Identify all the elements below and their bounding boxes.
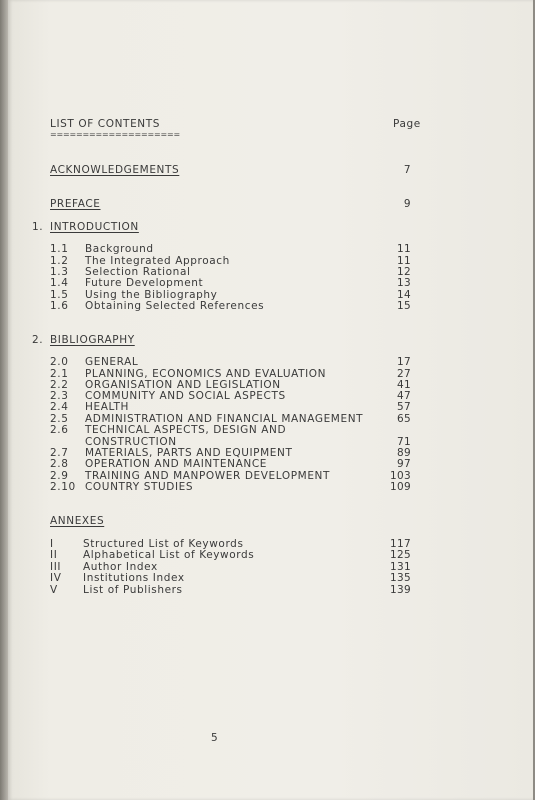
item-page: 71 xyxy=(397,436,411,448)
item-label: MATERIALS, PARTS AND EQUIPMENT xyxy=(85,447,293,459)
item-page: 97 xyxy=(397,458,411,470)
item-label: OPERATION AND MAINTENANCE xyxy=(85,458,267,470)
item-page: 12 xyxy=(397,266,411,278)
item-number: 2.8 xyxy=(50,458,69,470)
item-page: 41 xyxy=(397,379,411,391)
item-page: 17 xyxy=(397,356,411,368)
page-edge xyxy=(0,0,8,800)
section-1-number: 1. xyxy=(32,221,44,233)
item-page: 47 xyxy=(397,390,411,402)
item-number: III xyxy=(50,561,62,573)
item-number: 2.4 xyxy=(50,401,69,413)
item-page: 125 xyxy=(390,549,411,561)
item-number: 1.1 xyxy=(50,243,69,255)
item-number: 2.0 xyxy=(50,356,69,368)
item-label-continued: CONSTRUCTION xyxy=(85,436,177,448)
item-number: II xyxy=(50,549,58,561)
item-page: 131 xyxy=(390,561,411,573)
item-number: I xyxy=(50,538,54,550)
item-label: TRAINING AND MANPOWER DEVELOPMENT xyxy=(85,470,331,482)
item-label: Selection Rational xyxy=(85,266,191,278)
section-1-title: INTRODUCTION xyxy=(50,221,139,233)
item-page: 103 xyxy=(390,470,411,482)
page-number: 5 xyxy=(211,732,219,744)
preface-page: 9 xyxy=(403,198,411,210)
item-label: Institutions Index xyxy=(83,572,185,584)
item-page: 57 xyxy=(397,401,411,413)
item-label: Using the Bibliography xyxy=(85,289,218,301)
item-label: ADMINISTRATION AND FINANCIAL MANAGEMENT xyxy=(85,413,364,425)
item-page: 11 xyxy=(397,255,411,267)
item-label: Obtaining Selected References xyxy=(85,300,265,312)
item-label: HEALTH xyxy=(85,401,130,413)
item-label: The Integrated Approach xyxy=(85,255,230,267)
acknowledgements-heading: ACKNOWLEDGEMENTS xyxy=(50,164,180,176)
item-number: 2.3 xyxy=(50,390,69,402)
contents-title: LIST OF CONTENTS xyxy=(50,118,161,130)
section-2-title: BIBLIOGRAPHY xyxy=(50,334,135,346)
section-2-number: 2. xyxy=(32,334,44,346)
item-label: Alphabetical List of Keywords xyxy=(83,549,255,561)
title-double-rule: ==================== xyxy=(50,130,181,139)
item-page: 109 xyxy=(390,481,411,493)
item-number: 2.9 xyxy=(50,470,69,482)
item-label: TECHNICAL ASPECTS, DESIGN AND xyxy=(85,424,287,436)
document-page xyxy=(8,0,533,800)
item-label: PLANNING, ECONOMICS AND EVALUATION xyxy=(85,368,327,380)
item-page: 89 xyxy=(397,447,411,459)
item-number: 1.2 xyxy=(50,255,69,267)
item-number: 2.2 xyxy=(50,379,69,391)
item-number: 2.6 xyxy=(50,424,69,436)
item-label: GENERAL xyxy=(85,356,139,368)
item-page: 139 xyxy=(390,584,411,596)
item-page: 65 xyxy=(397,413,411,425)
item-label: Structured List of Keywords xyxy=(83,538,244,550)
item-number: 2.1 xyxy=(50,368,69,380)
page-column-label: Page xyxy=(393,118,421,130)
item-page: 15 xyxy=(397,300,411,312)
item-label: Author Index xyxy=(83,561,158,573)
item-label: COMMUNITY AND SOCIAL ASPECTS xyxy=(85,390,286,402)
item-page: 13 xyxy=(397,277,411,289)
item-label: COUNTRY STUDIES xyxy=(85,481,194,493)
item-number: 1.5 xyxy=(50,289,69,301)
item-number: 1.3 xyxy=(50,266,69,278)
item-page: 27 xyxy=(397,368,411,380)
item-number: 2.10 xyxy=(50,481,76,493)
item-number: 2.7 xyxy=(50,447,69,459)
item-label: List of Publishers xyxy=(83,584,183,596)
item-label: Background xyxy=(85,243,154,255)
item-label: ORGANISATION AND LEGISLATION xyxy=(85,379,281,391)
annexes-heading: ANNEXES xyxy=(50,515,105,527)
item-number: V xyxy=(50,584,58,596)
item-page: 14 xyxy=(397,289,411,301)
item-number: IV xyxy=(50,572,62,584)
item-number: 1.4 xyxy=(50,277,69,289)
item-page: 135 xyxy=(390,572,411,584)
item-label: Future Development xyxy=(85,277,204,289)
item-number: 2.5 xyxy=(50,413,69,425)
item-page: 11 xyxy=(397,243,411,255)
preface-heading: PREFACE xyxy=(50,198,101,210)
acknowledgements-page: 7 xyxy=(403,164,411,176)
item-page: 117 xyxy=(390,538,411,550)
item-number: 1.6 xyxy=(50,300,69,312)
